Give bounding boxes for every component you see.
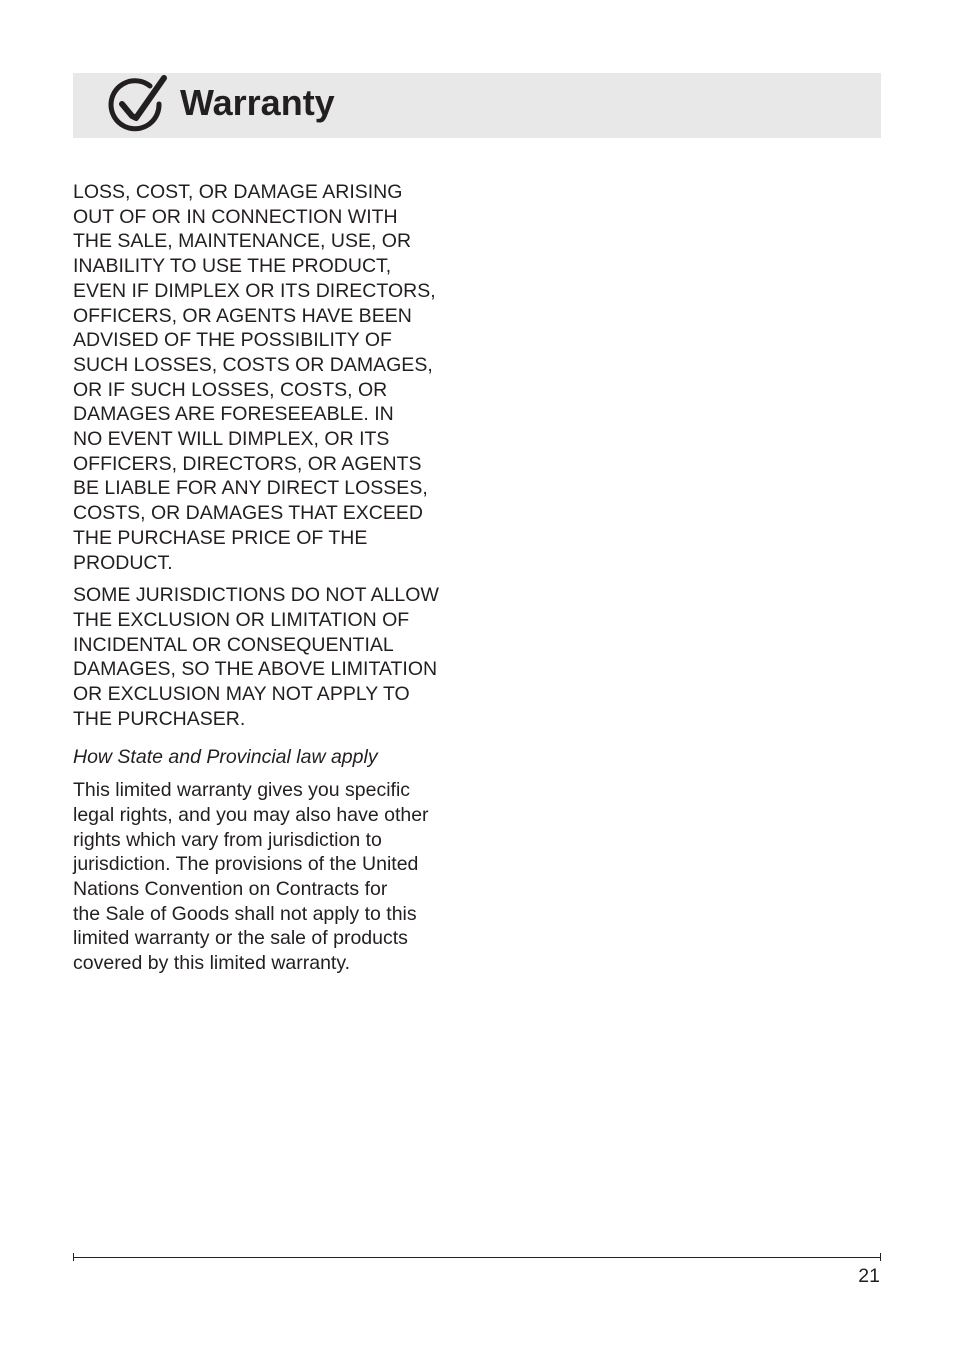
page-title: Warranty [180, 82, 335, 123]
liability-paragraph: LOSS, COST, OR DAMAGE ARISING OUT OF OR IN CONNECTION WITH THE SALE, MAINTENANCE, USE, OR INABILITY TO USE THE PRODUCT, EVEN IF DIMPLEX OR ITS DIRECTORS, OFFICERS, OR AGENTS HAVE BEEN ADVISED OF THE POSSIBILITY OF SUCH LOSSES, COSTS OR DAMAGES, OR IF SUCH LOSSES, COSTS, OR DAMAGES ARE FORESEEABLE. IN NO EVENT WILL DIMPLEX, OR ITS OFFICERS, DIRECTORS, OR AGENTS BE LIABLE FOR ANY DIRECT LOSSES, COSTS, OR DAMAGES THAT EXCEED THE PURCHASE PRICE OF THE PRODUCT. [73, 181, 436, 574]
text-column [73, 180, 473, 976]
footer-rule [73, 1257, 881, 1258]
checkmark-circle-icon [106, 74, 168, 136]
footer-rule-tick-left [73, 1253, 74, 1261]
footer-rule-tick-right [880, 1253, 881, 1261]
law-subheading: How State and Provincial law apply [73, 746, 378, 769]
rights-paragraph: This limited warranty gives you specific legal rights, and you may also have other rights which vary from jurisdiction to jurisdiction. The provisions of the United Nations Convention on Contracts for the Sale of Goods shall not apply to this limited warranty or the sale of products covered by this limited warranty. [73, 779, 429, 975]
page-number: 21 [858, 1265, 880, 1287]
jurisdiction-paragraph: SOME JURISDICTIONS DO NOT ALLOW THE EXCLUSION OR LIMITATION OF INCIDENTAL OR CONSEQUENTIAL DAMAGES, SO THE ABOVE LIMITATION OR EXCLUSION MAY NOT APPLY TO THE PURCHASER. [73, 584, 439, 730]
